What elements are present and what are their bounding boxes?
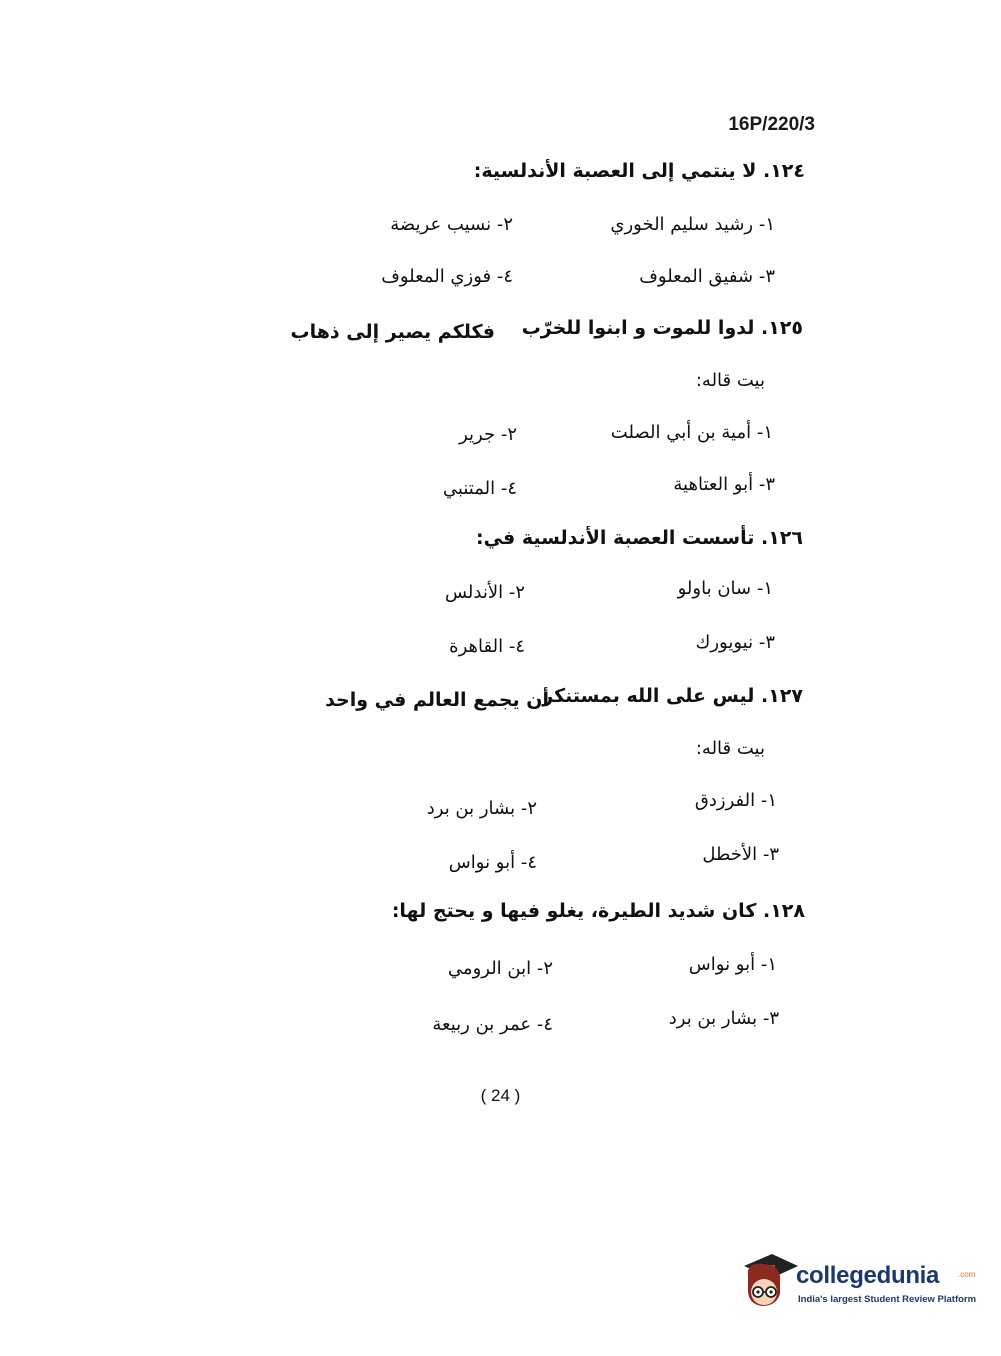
brand-tagline: India's largest Student Review Platform [798,1294,977,1305]
question-125-note: بيت قاله: [695,370,765,391]
question-125-option-4: ٤- المتنبي [442,478,517,499]
question-125-option-1: ١- أمية بن أبي الصلت [610,422,773,443]
question-124-option-3: ٣- شفيق المعلوف [639,266,775,287]
question-127-option-2: ٢- بشار بن برد [426,798,537,819]
paper-code: 16P/220/3 [728,114,815,135]
question-128-option-1: ١- أبو نواس [688,954,777,975]
question-125-verse-second-half: فكلكم يصير إلى ذهاب [290,321,495,343]
question-124-stem: ١٢٤. لا ينتمي إلى العصبة الأندلسية: [473,160,805,182]
question-125-stem: ١٢٥. لدوا للموت و ابنوا للخرّب [521,317,803,339]
question-124-option-1: ١- رشيد سليم الخوري [610,214,775,235]
question-127-option-1: ١- الفرزدق [694,790,777,811]
question-124-option-2: ٢- نسيب عريضة [390,214,513,235]
collegedunia-logo [738,1248,978,1318]
question-126-option-3: ٣- نيويورك [695,632,775,653]
question-127-stem: ١٢٧. ليس على الله بمستنكر [542,685,803,707]
question-128-stem: ١٢٨. كان شديد الطيرة، يغلو فيها و يحتج لها: [391,900,805,922]
question-126-option-1: ١- سان باولو [677,578,773,599]
question-126-stem: ١٢٦. تأسست العصبة الأندلسية في: [475,527,803,549]
question-127-option-4: ٤- أبو نواس [448,852,537,873]
question-125-option-3: ٣- أبو العتاهية [673,474,775,495]
question-125-option-2: ٢- جرير [459,424,517,445]
question-128-option-4: ٤- عمر بن ربيعة [432,1014,553,1035]
question-128-option-2: ٢- ابن الرومي [447,958,553,979]
mascot-icon [738,1248,798,1318]
question-127-note: بيت قاله: [695,738,765,759]
question-127-verse-second-half: أن يجمع العالم في واحد [325,689,549,711]
brand-name: collegedunia [796,1262,940,1289]
brand-suffix: .com [958,1270,976,1279]
question-126-option-2: ٢- الأندلس [444,582,525,603]
question-124-option-4: ٤- فوزي المعلوف [381,266,513,287]
question-127-option-3: ٣- الأخطل [702,844,779,865]
question-128-option-3: ٣- بشار بن برد [668,1008,779,1029]
page-number: ( 24 ) [480,1086,521,1105]
question-126-option-4: ٤- القاهرة [449,636,525,657]
